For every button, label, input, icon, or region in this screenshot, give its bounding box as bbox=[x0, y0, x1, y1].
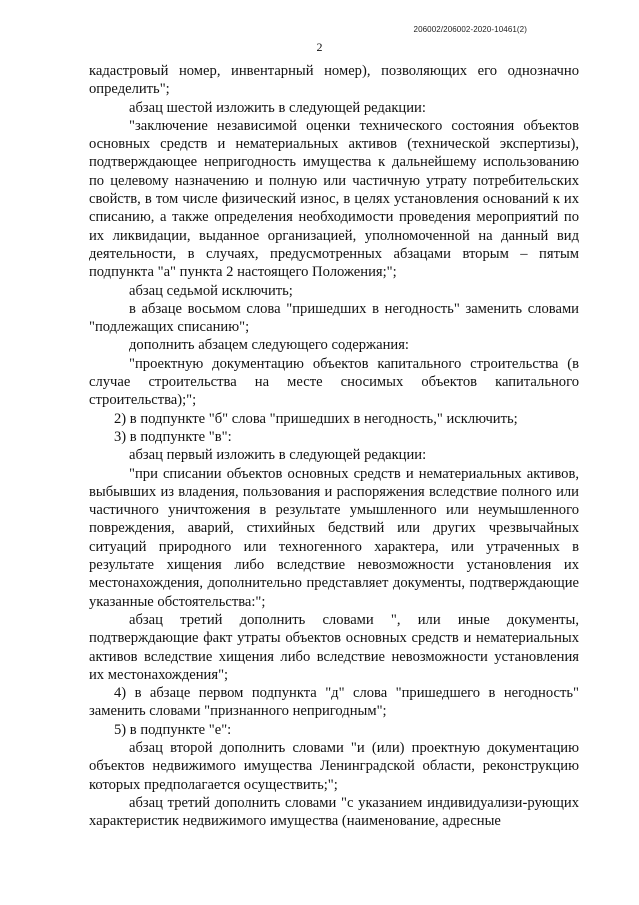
paragraph-7: "проектную документацию объектов капитального строительства (в случае строительства на месте сносимых объектов капитального строительства);"; bbox=[89, 355, 579, 409]
paragraph-10: абзац первый изложить в следующей редакции: bbox=[129, 447, 427, 464]
paragraph-3: "заключение независимой оценки технического состояния объектов основных средств и нематериальных активов (технической экспертизы), подтверждающее непригодность имущества к дальнейшему использованию по целевому назначению и полную или частичную утрату потребительских свойств, в том числе физический износ, в целях установления оснований к их списанию, а также определения необходимости проведения мероприятий по их ликвидации, выданное организацией, уполномоченной на данный вид деятельности, в случаях, предусмотренных абзацами вторым – пятым подпункта "а" пункта 2 настоящего Положения;"; bbox=[89, 117, 579, 281]
paragraph-14: 5) в подпункте "е": bbox=[114, 721, 232, 738]
paragraph-13: 4) в абзаце первом подпункта "д" слова "пришедшего в негодность" заменить словами "признанного непригодным"; bbox=[89, 685, 579, 720]
paragraph-1: кадастровый номер, инвентарный номер), позволяющих его однозначно определить"; bbox=[89, 63, 579, 98]
document-id: 206002/206002-2020-10461(2) bbox=[413, 25, 527, 34]
paragraph-2: абзац шестой изложить в следующей редакции: bbox=[129, 99, 426, 116]
paragraph-12: абзац третий дополнить словами ", или иные документы, подтверждающие факт утраты объектов основных средств и нематериальных активов вследствие хищения либо вследствие невозможности установления их местонахождения"; bbox=[89, 611, 579, 683]
paragraph-15: абзац второй дополнить словами "и (или) проектную документацию объектов недвижимого имущества Ленинградской области, реконструкцию которых предполагается осуществить;"; bbox=[89, 739, 579, 793]
document-body bbox=[89, 62, 579, 830]
paragraph-9: 3) в подпункте "в": bbox=[114, 428, 232, 445]
paragraph-8: 2) в подпункте "б" слова "пришедших в негодность," исключить; bbox=[114, 410, 518, 427]
paragraph-16: абзац третий дополнить словами "с указанием индивидуализи-рующих характеристик недвижимого имущества (наименование, адресные bbox=[89, 794, 579, 830]
page-number: 2 bbox=[316, 40, 323, 54]
paragraph-4: абзац седьмой исключить; bbox=[129, 282, 293, 299]
paragraph-6: дополнить абзацем следующего содержания: bbox=[129, 337, 409, 354]
paragraph-5: в абзаце восьмом слова "пришедших в негодность" заменить словами "подлежащих списанию"; bbox=[89, 300, 579, 336]
paragraph-11: "при списании объектов основных средств и нематериальных активов, выбывших из владения, пользования и распоряжения вследствие полного или частичного уничтожения в результате умышленного или неумышленного повреждения, аварий, стихийных бедствий или других чрезвычайных ситуаций природного или техногенного характера, или утраченных в результате хищения либо вследствие невозможности установления их местонахождения, дополнительно представляет документы, подтверждающие указанные обстоятельства:"; bbox=[89, 465, 579, 610]
